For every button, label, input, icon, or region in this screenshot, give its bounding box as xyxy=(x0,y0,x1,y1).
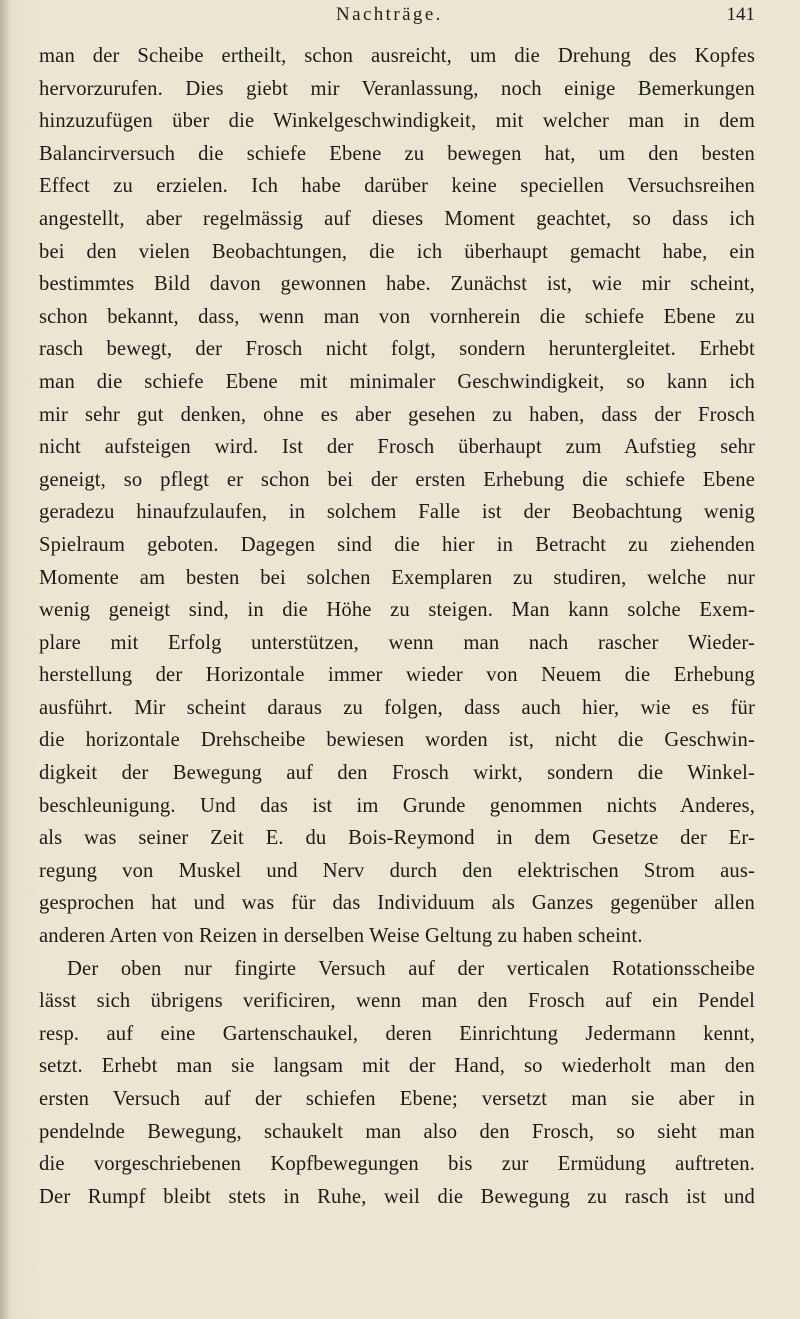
page-number: 141 xyxy=(726,4,755,25)
text-line: Balancirversuch die schiefe Ebene zu bewegen hat, um den besten xyxy=(39,142,755,165)
text-line: Effect zu erzielen. Ich habe darüber keine speciellen Versuchsreihen xyxy=(39,175,755,198)
text-line: die vorgeschriebenen Kopfbewegungen bis zur Ermüdung auftreten. xyxy=(39,1153,755,1176)
text-line: pendelnde Bewegung, schaukelt man also den Frosch, so sieht man xyxy=(39,1120,755,1143)
text-line: angestellt, aber regelmässig auf dieses Moment geachtet, so dass ich xyxy=(39,207,755,230)
text-line: lässt sich übrigens verificiren, wenn man den Frosch auf ein Pendel xyxy=(39,990,755,1013)
text-line: Der oben nur fingirte Versuch auf der verticalen Rotationsscheibe xyxy=(67,957,755,980)
text-line: man der Scheibe ertheilt, schon ausreicht, um die Drehung des Kopfes xyxy=(39,45,755,67)
gutter-shadow xyxy=(0,0,10,1319)
text-line: setzt. Erhebt man sie langsam mit der Hand, so wiederholt man den xyxy=(39,1055,755,1078)
text-line: regung von Muskel und Nerv durch den elektrischen Strom aus- xyxy=(39,859,755,882)
text-line: wenig geneigt sind, in die Höhe zu steigen. Man kann solche Exem- xyxy=(39,599,755,622)
text-line: Spielraum geboten. Dagegen sind die hier in Betracht zu ziehenden xyxy=(39,533,755,556)
text-line: gesprochen hat und was für das Individuum als Ganzes gegenüber allen xyxy=(39,892,755,915)
text-line: man die schiefe Ebene mit minimaler Geschwindigkeit, so kann ich xyxy=(39,370,755,393)
text-line: bestimmtes Bild davon gewonnen habe. Zunächst ist, wie mir scheint, xyxy=(39,273,755,296)
text-line: mir sehr gut denken, ohne es aber gesehen zu haben, dass der Frosch xyxy=(39,403,755,426)
text-line: die horizontale Drehscheibe bewiesen worden ist, nicht die Geschwin- xyxy=(39,729,755,752)
text-line: geneigt, so pflegt er schon bei der ersten Erhebung die schiefe Ebene xyxy=(39,468,755,491)
running-title: Nachträge. xyxy=(336,4,443,25)
text-line: Momente am besten bei solchen Exemplaren zu studiren, welche nur xyxy=(39,566,755,589)
running-head xyxy=(0,4,800,30)
text-line: digkeit der Bewegung auf den Frosch wirkt, sondern die Winkel- xyxy=(39,762,755,785)
text-line: herstellung der Horizontale immer wieder von Neuem die Erhebung xyxy=(39,664,755,687)
text-line: plare mit Erfolg unterstützen, wenn man nach rascher Wieder- xyxy=(39,631,755,654)
text-line: rasch bewegt, der Frosch nicht folgt, sondern heruntergleitet. Erhebt xyxy=(39,338,755,361)
text-line: nicht aufsteigen wird. Ist der Frosch überhaupt zum Aufstieg sehr xyxy=(39,436,755,459)
text-line: schon bekannt, dass, wenn man von vornherein die schiefe Ebene zu xyxy=(39,305,755,328)
text-line: Der Rumpf bleibt stets in Ruhe, weil die Bewegung zu rasch ist und xyxy=(39,1185,755,1208)
text-line: hinzuzufügen über die Winkelgeschwindigkeit, mit welcher man in dem xyxy=(39,110,755,133)
text-line: hervorzurufen. Dies giebt mir Veranlassung, noch einige Bemerkungen xyxy=(39,77,755,100)
text-line: bei den vielen Beobachtungen, die ich überhaupt gemacht habe, ein xyxy=(39,240,755,263)
text-line: ausführt. Mir scheint daraus zu folgen, dass auch hier, wie es für xyxy=(39,696,755,719)
text-line: resp. auf eine Gartenschaukel, deren Einrichtung Jedermann kennt, xyxy=(39,1022,755,1045)
text-line: geradezu hinaufzulaufen, in solchem Falle ist der Beobachtung wenig xyxy=(39,501,755,524)
text-line: als was seiner Zeit E. du Bois-Reymond in dem Gesetze der Er- xyxy=(39,827,755,850)
text-line: anderen Arten von Reizen in derselben Weise Geltung zu haben scheint. xyxy=(39,925,643,948)
text-line: ersten Versuch auf der schiefen Ebene; versetzt man sie aber in xyxy=(39,1088,755,1110)
body-text xyxy=(39,40,755,1213)
text-line: beschleunigung. Und das ist im Grunde genommen nichts Anderes, xyxy=(39,794,755,817)
